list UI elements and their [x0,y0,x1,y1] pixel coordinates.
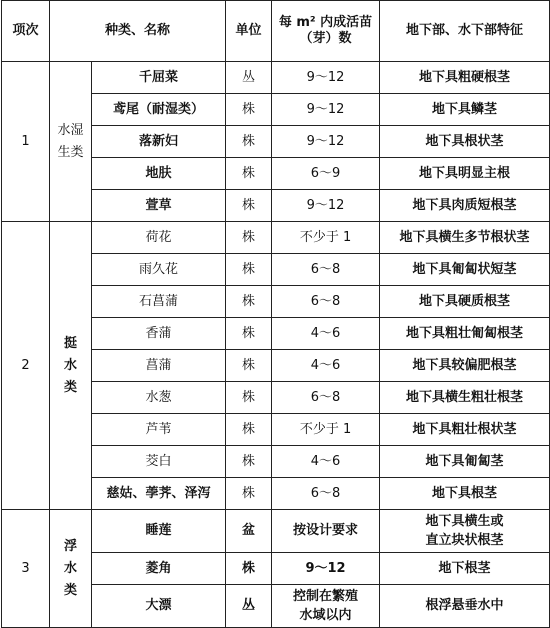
category-text: 浮 [63,538,77,554]
plant-unit: 株 [226,350,272,382]
table-row [2,222,550,254]
plant-feature: 地下具明显主根 [380,158,550,190]
plant-unit: 株 [226,190,272,222]
plant-feature: 地下根茎 [380,553,550,585]
plant-unit: 株 [226,478,272,510]
plant-name: 茭白 [92,446,226,478]
plant-unit: 丛 [226,585,272,628]
plant-name: 落新妇 [92,126,226,158]
plant-count: 6～8 [272,254,380,286]
category-text: 生类 [57,144,84,160]
plant-name: 鸢尾（耐湿类） [92,94,226,126]
plant-unit: 株 [226,318,272,350]
plant-feature: 地下具根茎 [380,478,550,510]
plant-name: 地肤 [92,158,226,190]
plant-name: 雨久花 [92,254,226,286]
plant-count: 4～6 [272,446,380,478]
plant-name: 水葱 [92,382,226,414]
plant-feature: 地下具粗壮根状茎 [380,414,550,446]
plant-unit: 株 [226,222,272,254]
plant-name: 菱角 [92,553,226,585]
plant-unit: 株 [226,382,272,414]
group-index: 3 [2,510,50,628]
plant-count: 6～8 [272,286,380,318]
plant-unit: 丛 [226,62,272,94]
plant-count: 9～12 [272,126,380,158]
plant-count: 按设计要求 [272,510,380,553]
table-row [2,510,550,553]
plant-unit: 株 [226,286,272,318]
group-category [50,62,92,222]
plant-count: 6～8 [272,478,380,510]
plant-count: 9～12 [272,190,380,222]
plant-name: 香蒲 [92,318,226,350]
plant-count: 不少于 1 [272,222,380,254]
plant-table [1,0,550,628]
plant-feature: 地下具根状茎 [380,126,550,158]
plant-count: 4～6 [272,318,380,350]
plant-count: 9～12 [272,553,380,585]
count-text: 水域以内 [299,608,352,623]
table-row [2,62,550,94]
category-text: 水湿 [57,122,84,138]
plant-count: 6～9 [272,158,380,190]
plant-name: 睡莲 [92,510,226,553]
header-unit: 单位 [226,1,272,62]
group-category [50,222,92,510]
category-text: 水 [63,357,77,373]
plant-count: 不少于 1 [272,414,380,446]
plant-name: 石菖蒲 [92,286,226,318]
feature-text: 直立块状根茎 [425,533,504,548]
header-index: 项次 [2,1,50,62]
plant-count [272,585,380,628]
plant-unit: 株 [226,446,272,478]
plant-unit: 株 [226,553,272,585]
plant-feature: 根浮悬垂水中 [380,585,550,628]
plant-name: 慈姑、荸荠、泽泻 [92,478,226,510]
plant-unit: 株 [226,158,272,190]
plant-feature: 地下具横生粗壮根茎 [380,382,550,414]
header-row [2,1,550,62]
plant-feature: 地下具匍匐状短茎 [380,254,550,286]
category-text: 类 [63,582,77,598]
header-count-line1: 每 m² 内成活苗 [278,15,373,30]
plant-name: 菖蒲 [92,350,226,382]
plant-feature: 地下具横生多节根状茎 [380,222,550,254]
category-text: 挺 [63,335,77,351]
plant-name: 荷花 [92,222,226,254]
plant-feature: 地下具鳞茎 [380,94,550,126]
plant-feature: 地下具较偏肥根茎 [380,350,550,382]
plant-feature: 地下具匍匐茎 [380,446,550,478]
plant-name: 大漂 [92,585,226,628]
plant-name: 芦苇 [92,414,226,446]
plant-feature: 地下具肉质短根茎 [380,190,550,222]
plant-name: 萱草 [92,190,226,222]
plant-feature: 地下具粗壮匍匐根茎 [380,318,550,350]
header-count-line2: （芽）数 [299,31,352,46]
feature-text: 地下具横生或 [425,514,504,529]
header-name: 种类、名称 [50,1,226,62]
plant-feature: 地下具粗硬根茎 [380,62,550,94]
plant-unit: 株 [226,94,272,126]
plant-count: 6～8 [272,382,380,414]
plant-unit: 株 [226,126,272,158]
header-feature: 地下部、水下部特征 [380,1,550,62]
plant-count: 9～12 [272,62,380,94]
plant-unit: 盆 [226,510,272,553]
count-text: 控制在繁殖 [293,589,359,604]
header-count [272,1,380,62]
category-text: 类 [63,379,77,395]
plant-count: 9～12 [272,94,380,126]
plant-feature [380,510,550,553]
plant-feature: 地下具硬质根茎 [380,286,550,318]
group-index: 1 [2,62,50,222]
group-index: 2 [2,222,50,510]
group-category [50,510,92,628]
plant-unit: 株 [226,254,272,286]
plant-name: 千屈菜 [92,62,226,94]
plant-count: 4～6 [272,350,380,382]
plant-unit: 株 [226,414,272,446]
category-text: 水 [63,560,77,576]
